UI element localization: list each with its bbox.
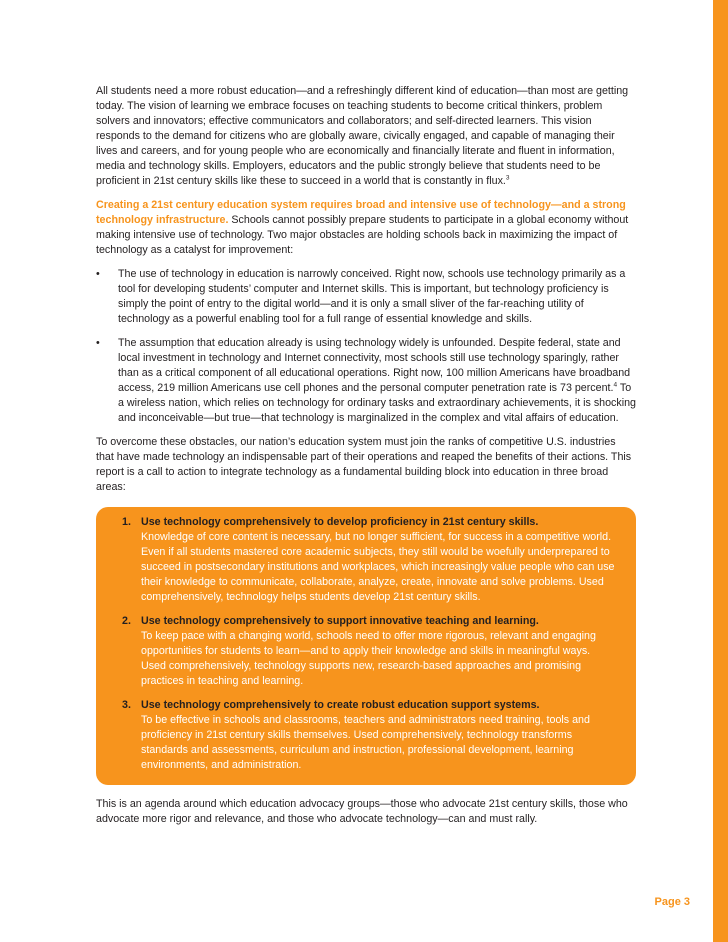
list-item — [122, 515, 618, 605]
item-body: To be effective in schools and classrooms, teachers and administrators need training, tools and proficiency in 21st century skills themselves. Used comprehensively, technology transforms standards and assessments, curriculum and instruction, professional development, learning environments, and administration. — [141, 714, 590, 771]
item-heading: Use technology comprehensively to develop proficiency in 21st century skills. — [141, 516, 539, 528]
item-heading: Use technology comprehensively to support innovative teaching and learning. — [141, 615, 539, 627]
list-item — [122, 614, 618, 689]
item-body: To keep pace with a changing world, schools need to offer more rigorous, relevant and engaging opportunities for students to learn—and to apply their knowledge and skills in meaningful ways. Used comprehensively, technology supports new, research-based approaches and promising practices in teaching and learning. — [141, 630, 596, 687]
lead-text: Schools cannot possibly prepare students to participate in a global economy without making intensive use of technology. Two major obstacles are holding schools back in maximizing the impact of technology as a catalyst for improvement: — [96, 214, 629, 256]
page-number: Page 3 — [654, 896, 690, 908]
item-number: 1. — [122, 516, 131, 528]
footnote-ref: 3 — [505, 174, 510, 182]
bullet-text: The assumption that education already is using technology widely is unfounded. Despite federal, state and local investment in technology and Internet connectivity, most schools still use technology sparingly, rather than as a critical component of all educational operations. Right now, 100 million Americans have broadband access, 219 million Americans use cell phones and the personal computer penetration rate is 73 percent. — [118, 337, 631, 394]
list-item — [122, 698, 618, 773]
lead-highlight: Creating a 21st century education system requires broad and intensive use of technology—and a strong technology infrastructure. — [96, 199, 626, 226]
bullet-text: The use of technology in education is narrowly conceived. Right now, schools use technology primarily as a tool for developing students’ computer and Internet skills. This is important, but technology proficiency is simply the point of entry to the digital world—and it is only a small sliver of the far-reaching utility of technology as a powerful enabling tool for a full range of essential knowledge and skills. — [118, 268, 626, 325]
obstacle-list — [96, 267, 636, 426]
bullet-text-continued: To a wireless nation, which relies on technology for ordinary tasks and extraordinary achievements, it is shocking and inconceivable—but true—that technology is marginalized in the complex and vital affairs of education. — [118, 382, 637, 424]
transition-paragraph: To overcome these obstacles, our nation’s education system must join the ranks of competitive U.S. industries that have made technology an indispensable part of their operations and reaped the benefits of their actions. This report is a call to action to integrate technology as a fundamental building block into education in three broad areas: — [96, 436, 632, 493]
list-item — [96, 267, 636, 327]
callout-box — [96, 507, 636, 785]
footnote-ref: 4 — [613, 381, 618, 389]
document-body — [96, 84, 636, 836]
closing-paragraph: This is an agenda around which education advocacy groups—those who advocate 21st century skills, those who advocate more rigor and relevance, and those who advocate technology—can and must rally. — [96, 798, 628, 825]
list-item — [96, 336, 636, 426]
action-list — [122, 515, 618, 773]
orange-edge-bar — [713, 0, 728, 942]
item-body: Knowledge of core content is necessary, but no longer sufficient, for success in a competitive world. Even if all students mastered core academic subjects, they still would be woefully underprepared to succeed in postsecondary institutions and workplaces, which increasingly value people who can use their knowledge to communicate, collaborate, analyze, create, innovate and solve problems. Used comprehensively, technology helps students develop 21st century skills. — [141, 531, 615, 603]
item-number: 3. — [122, 699, 131, 711]
intro-paragraph: All students need a more robust education—and a refreshingly different kind of education—than most are getting today. The vision of learning we embrace focuses on teaching students to become critical thinkers, problem solvers and innovators; effective communicators and collaborators; and self-directed learners. This vision responds to the demand for citizens who are globally aware, civically engaged, and capable of managing their lives and careers, and for young people who are economically and financially literate and fluent in information, media and technology skills. Employers, educators and the public strongly believe that students need to be proficient in 21st century skills like these to succeed in a world that is constantly in flux.$^3$ — [96, 85, 629, 187]
item-heading: Use technology comprehensively to create robust education support systems. — [141, 699, 540, 711]
lead-paragraph — [96, 198, 636, 258]
item-number: 2. — [122, 615, 131, 627]
bullet-marker: • — [96, 337, 100, 349]
bullet-marker: • — [96, 268, 100, 280]
